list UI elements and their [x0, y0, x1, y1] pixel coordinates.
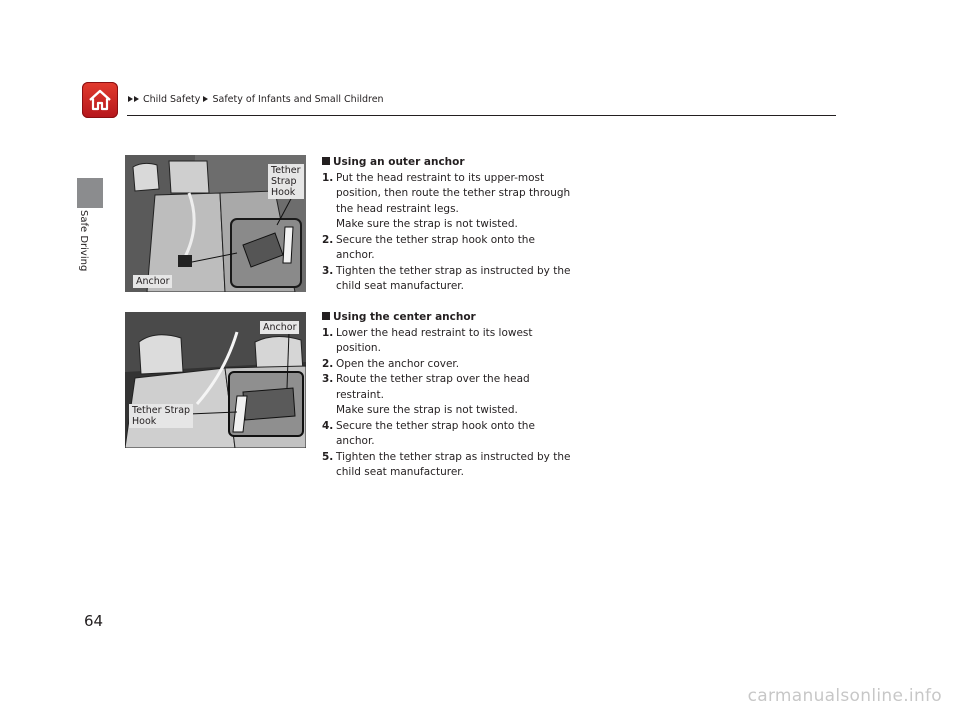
triangle-right-icon [134, 96, 139, 102]
callout-anchor: Anchor [260, 321, 299, 334]
header-divider [127, 115, 836, 116]
home-icon [87, 87, 113, 113]
list-item: 3. Tighten the tether strap as instructed by the child seat manufacturer. [322, 264, 571, 292]
list-item: 2. Open the anchor cover. [322, 357, 460, 370]
section-title: Using an outer anchor [322, 155, 572, 171]
triangle-right-icon [128, 96, 133, 102]
list-item: 1. Lower the head restraint to its lowest position. [322, 326, 533, 354]
list-item: 1. Put the head restraint to its upper-most position, then route the tether strap through the head restraint legs. Make sure the strap is not twisted. [322, 171, 571, 230]
watermark: carmanualsonline.info [747, 686, 942, 706]
breadcrumb-child-safety[interactable]: Child Safety [143, 94, 201, 105]
center-anchor-illustration [125, 312, 306, 448]
callout-anchor: Anchor [133, 275, 172, 288]
breadcrumb [128, 94, 384, 105]
callout-tether-strap-hook: Tether Strap Hook [129, 404, 193, 428]
outer-anchor-illustration [125, 155, 306, 292]
list-item: 2. Secure the tether strap hook onto the anchor. [322, 233, 535, 261]
square-bullet-icon [322, 312, 330, 320]
square-bullet-icon [322, 157, 330, 165]
home-button[interactable] [82, 82, 118, 118]
list-item: 4. Secure the tether strap hook onto the anchor. [322, 419, 535, 447]
section-title: Using the center anchor [322, 310, 572, 326]
list-item: 3. Route the tether strap over the head restraint. Make sure the strap is not twisted. [322, 373, 530, 416]
callout-tether-strap-hook: Tether Strap Hook [268, 164, 304, 199]
triangle-right-icon [203, 96, 208, 102]
section-center-anchor [322, 310, 572, 481]
page-number: 64 [84, 612, 104, 630]
section-label: Safe Driving [78, 210, 89, 272]
list-item: 5. Tighten the tether strap as instructed by the child seat manufacturer. [322, 450, 571, 478]
section-outer-anchor [322, 155, 572, 295]
section-tab-marker [77, 178, 103, 208]
breadcrumb-safety-of-infants[interactable]: Safety of Infants and Small Children [212, 94, 384, 105]
